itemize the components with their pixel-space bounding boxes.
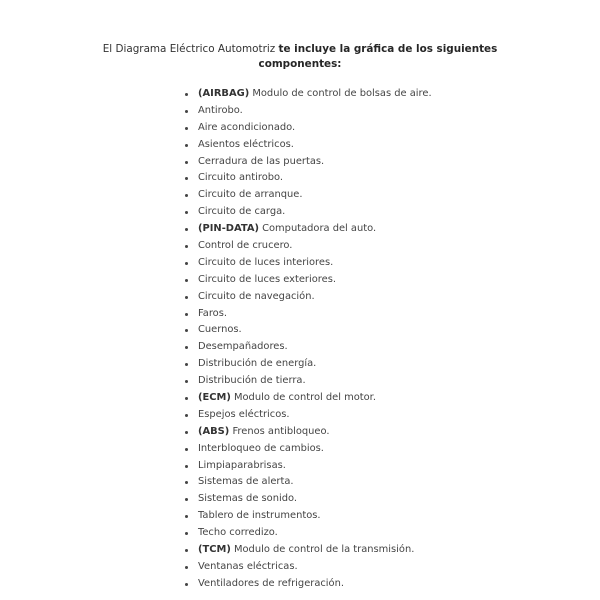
bullet-icon [185, 262, 188, 265]
bullet-icon [185, 363, 188, 366]
bullet-icon [185, 583, 188, 586]
list-item [184, 187, 432, 204]
component-name: Modulo de control del motor. [234, 392, 376, 404]
component-name: Faros. [198, 307, 227, 319]
list-item [184, 238, 432, 255]
component-code: (PIN-DATA) [198, 223, 259, 235]
component-name: Control de crucero. [198, 240, 293, 252]
list-item [184, 508, 432, 525]
component-name: Circuito de carga. [198, 206, 286, 218]
component-name: Desempañadores. [198, 341, 288, 353]
bullet-icon [185, 161, 188, 164]
component-name: Ventanas eléctricas. [198, 560, 298, 572]
bullet-icon [185, 93, 188, 96]
list-item [184, 272, 432, 289]
list-item [184, 221, 432, 238]
bullet-icon [185, 481, 188, 484]
intro-bold-text: te incluye la gráfica de los siguientes componentes: [258, 43, 498, 70]
bullet-icon [185, 566, 188, 569]
component-name: Sistemas de alerta. [198, 476, 294, 488]
bullet-icon [185, 465, 188, 468]
component-name: Ventiladores de refrigeración. [198, 577, 344, 589]
list-item [184, 137, 432, 154]
list-item [184, 559, 432, 576]
component-name: Modulo de control de bolsas de aire. [252, 88, 432, 99]
bullet-icon [185, 211, 188, 214]
component-code: (TCM) [198, 544, 231, 556]
component-name: Cerradura de las puertas. [198, 155, 325, 167]
list-item [184, 424, 432, 441]
list-item [184, 204, 432, 221]
component-name: Cuernos. [198, 324, 242, 336]
bullet-icon [185, 397, 188, 400]
bullet-icon [185, 346, 188, 349]
bullet-icon [185, 228, 188, 231]
component-name: Aire acondicionado. [198, 121, 296, 133]
list-item [184, 103, 432, 120]
component-name: Circuito de arranque. [198, 189, 303, 201]
bullet-icon [185, 414, 188, 417]
bullet-icon [185, 296, 188, 299]
list-item [184, 441, 432, 458]
component-name: Sistemas de sonido. [198, 493, 298, 505]
bullet-icon [185, 431, 188, 434]
component-name: Distribución de tierra. [198, 375, 306, 387]
list-item [184, 474, 432, 491]
list-item [184, 390, 432, 407]
list-item [184, 322, 432, 339]
component-name: Limpiaparabrisas. [198, 459, 286, 471]
list-item [184, 373, 432, 390]
component-name: Asientos eléctricos. [198, 138, 294, 150]
component-name: Antirobo. [198, 104, 243, 116]
component-code: (AIRBAG) [198, 88, 250, 99]
list-item [184, 576, 432, 593]
list-item [184, 407, 432, 424]
component-name: Distribución de energía. [198, 358, 317, 370]
bullet-icon [185, 279, 188, 282]
bullet-icon [185, 498, 188, 501]
list-item [184, 525, 432, 542]
component-name: Computadora del auto. [262, 223, 377, 235]
bullet-icon [185, 144, 188, 147]
bullet-icon [185, 380, 188, 383]
bullet-icon [185, 177, 188, 180]
list-item [184, 289, 432, 306]
component-code: (ECM) [198, 392, 231, 404]
component-list [184, 86, 432, 593]
bullet-icon [185, 549, 188, 552]
component-name: Circuito de luces interiores. [198, 256, 334, 268]
component-name: Techo corredizo. [198, 527, 278, 539]
bullet-icon [185, 110, 188, 113]
bullet-icon [185, 448, 188, 451]
component-name: Circuito antirobo. [198, 172, 284, 184]
component-name: Circuito de navegación. [198, 290, 315, 302]
bullet-icon [185, 245, 188, 248]
component-code: (ABS) [198, 425, 230, 437]
bullet-icon [185, 532, 188, 535]
list-item [184, 356, 432, 373]
bullet-icon [185, 194, 188, 197]
component-name: Tablero de instrumentos. [198, 510, 321, 522]
bullet-icon [185, 313, 188, 316]
component-name: Modulo de control de la transmisión. [233, 544, 415, 556]
list-item [184, 458, 432, 475]
list-item [184, 306, 432, 323]
component-name: Interbloqueo de cambios. [198, 442, 324, 454]
bullet-icon [185, 329, 188, 332]
list-item [184, 154, 432, 171]
list-item [184, 86, 432, 103]
component-name: Circuito de luces exteriores. [198, 273, 336, 285]
list-item [184, 491, 432, 508]
list-item [184, 170, 432, 187]
list-item [184, 542, 432, 559]
intro-normal-text: El Diagrama Eléctrico Automotriz [102, 43, 276, 55]
list-item [184, 339, 432, 356]
intro-paragraph [100, 42, 500, 72]
list-item [184, 255, 432, 272]
bullet-icon [185, 127, 188, 130]
bullet-icon [185, 515, 188, 518]
component-name: Frenos antibloqueo. [232, 425, 330, 437]
component-name: Espejos eléctricos. [198, 408, 290, 420]
list-item [184, 120, 432, 137]
